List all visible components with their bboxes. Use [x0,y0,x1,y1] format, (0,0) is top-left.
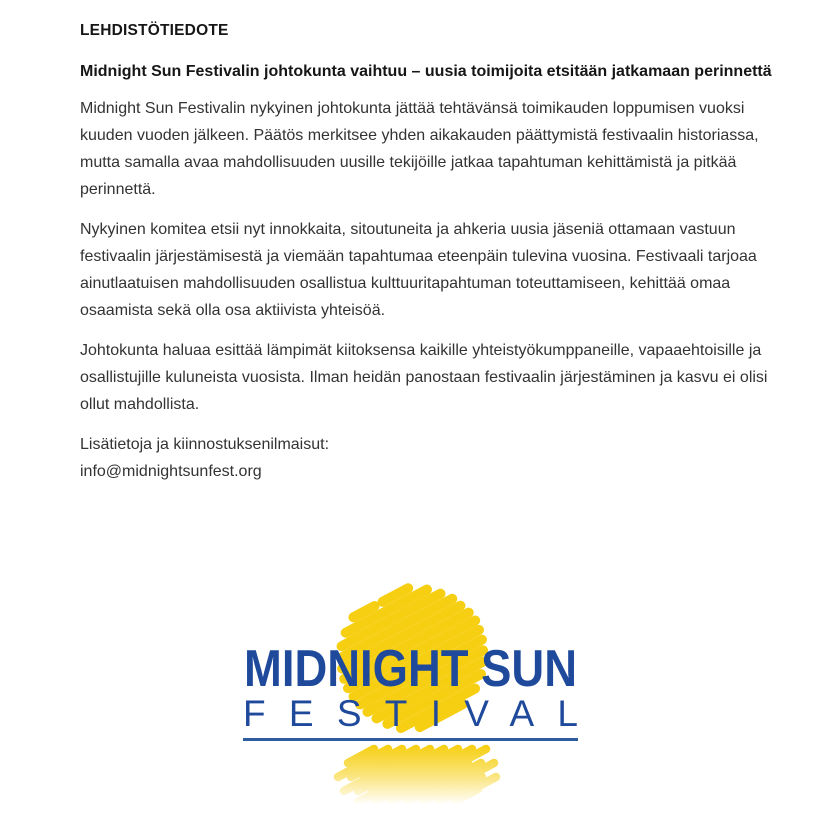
midnight-sun-festival-logo [230,579,590,807]
sun-reflection-icon [338,749,496,802]
logo-title: MIDNIGHT SUN [243,640,577,698]
body-paragraph-3: Johtokunta haluaa esittää lämpimät kiitoksensa kaikille yhteistyökumppaneille, vapaaehtoisille ja osallistujille kuluneista vuosista. Ilman heidän panostaan festivaalin järjestäminen ja kasvu ei olisi ollut mahdollista. [80,342,768,413]
logo-subtitle: FESTIVAL [242,693,578,734]
body-paragraph-2: Nykyinen komitea etsii nyt innokkaita, sitoutuneita ja ahkeria uusia jäseniä ottamaan vastuun festivaalin järjestämisestä ja viemään tapahtumaa eteenpäin tulevina vuosina. Festivaali tarjoaa ainutlaatuisen mahdollisuuden osallistua kulttuuritapahtuman toteuttamiseen, kehittää omaa osaamista sekä olla osa aktiivista yhteisöä. [80,221,757,319]
contact-email: info@midnightsunfest.org [80,463,262,480]
body-paragraph-1: Midnight Sun Festivalin nykyinen johtokunta jättää tehtävänsä toimikauden loppumisen vuoksi kuuden vuoden jälkeen. Päätös merkitsee yhden aikakauden päättymistä festivaalin historiassa, mutta samalla avaa mahdollisuuden uusille tekijöille jatkaa tapahtuman kehittämistä ja pitkää perinnettä. [80,100,759,198]
logo-container [0,579,819,807]
contact-block [80,431,792,485]
document-title: Midnight Sun Festivalin johtokunta vaihtuu – uusia toimijoita etsitään jatkamaan perinnettä [80,63,772,80]
document-kicker: LEHDISTÖTIEDOTE [80,22,229,39]
contact-label: Lisätietoja ja kiinnostuksenilmaisut: [80,436,330,453]
